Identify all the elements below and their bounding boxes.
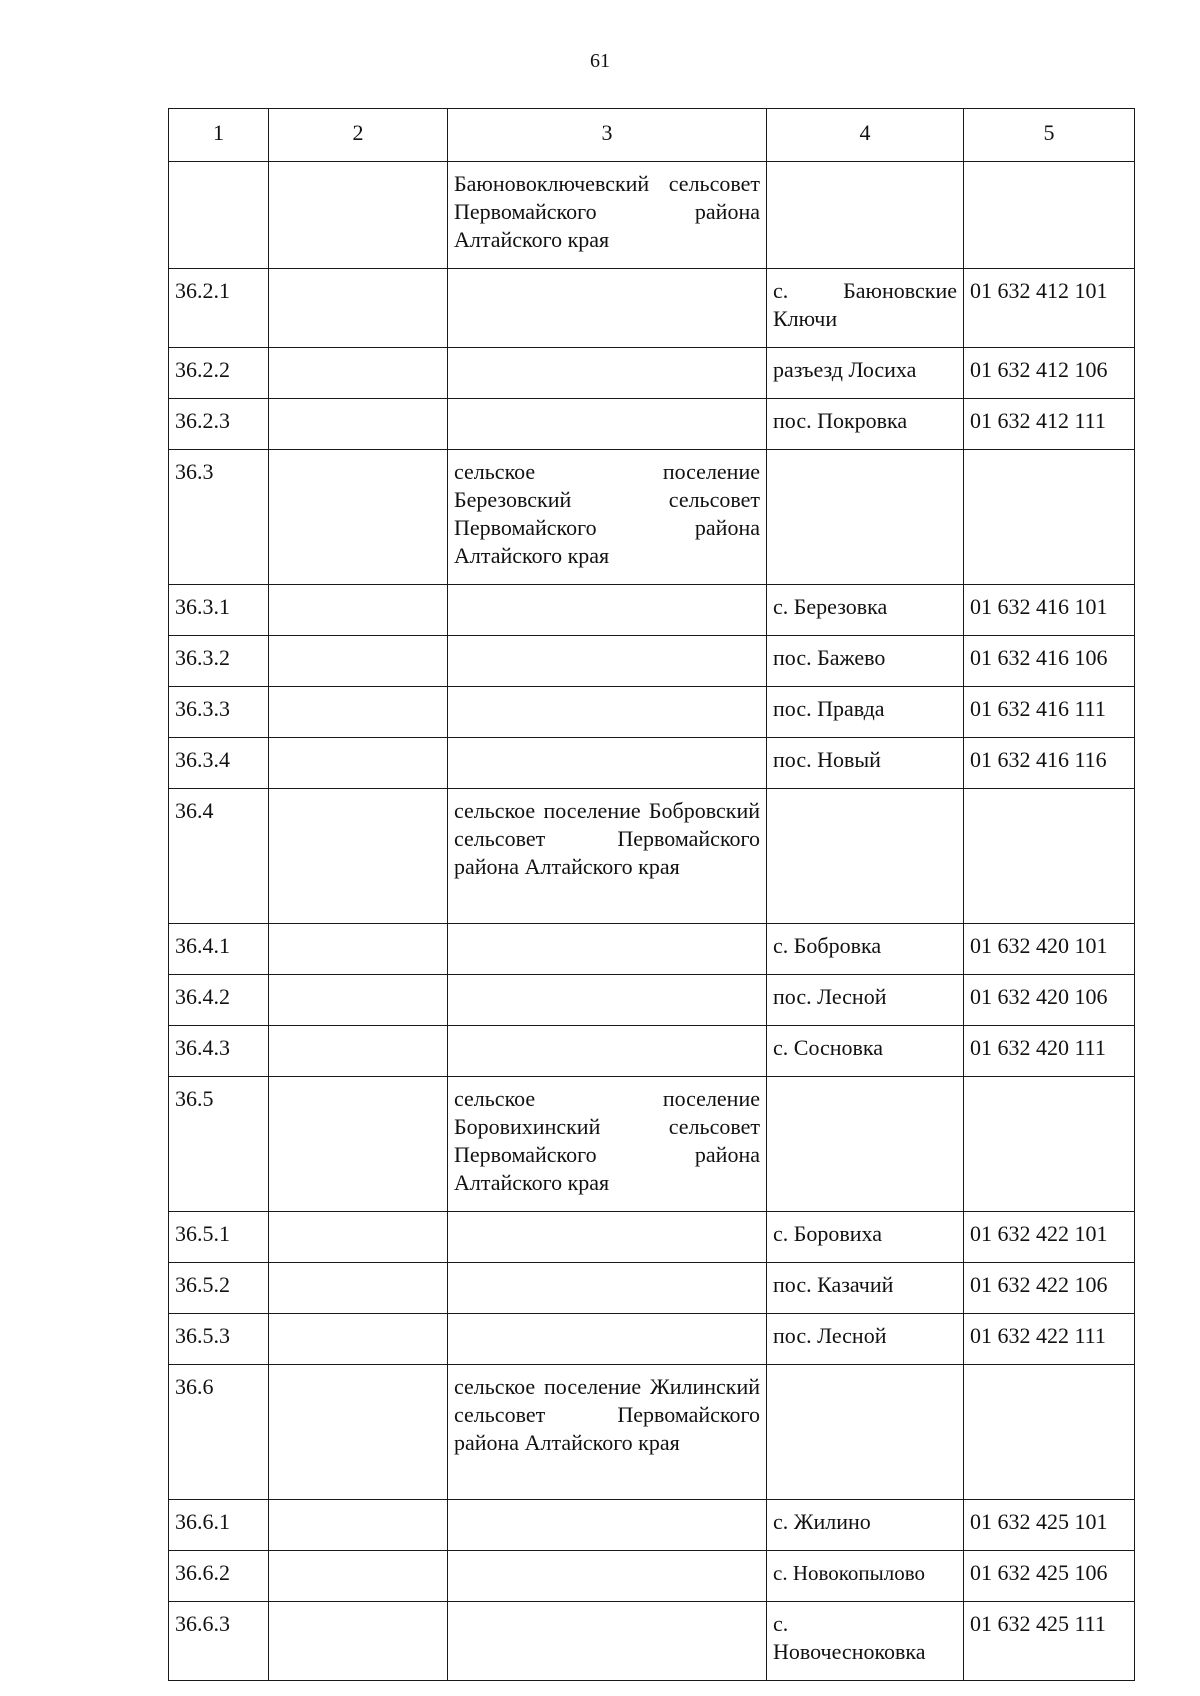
settlement-name: разъезд Лосиха [767, 348, 964, 399]
page-number: 61 [590, 50, 610, 72]
municipality-name [448, 687, 767, 738]
municipality-name [448, 1551, 767, 1602]
row-number [169, 162, 269, 269]
settlement-name: с. Боровиха [767, 1212, 964, 1263]
table-row [169, 1500, 1135, 1551]
table-row [169, 636, 1135, 687]
row-number: 36.5.1 [169, 1212, 269, 1263]
row-number: 36.3 [169, 450, 269, 585]
column-header-1: 1 [169, 109, 269, 162]
header-row [169, 109, 1135, 162]
column-header-5: 5 [964, 109, 1135, 162]
row-col2 [269, 687, 448, 738]
municipality-name: сельское поселение Жилинский сельсовет Первомайского района Алтайского края [448, 1365, 767, 1500]
row-col2 [269, 1314, 448, 1365]
municipality-name [448, 399, 767, 450]
oktmo-code: 01 632 425 111 [964, 1602, 1135, 1681]
row-number: 36.3.2 [169, 636, 269, 687]
column-header-3: 3 [448, 109, 767, 162]
municipality-name [448, 269, 767, 348]
table-row [169, 399, 1135, 450]
municipality-name [448, 975, 767, 1026]
table-row [169, 1314, 1135, 1365]
settlement-name [767, 1077, 964, 1212]
table-header [169, 109, 1135, 162]
territory-registry-table [168, 108, 1135, 1681]
settlement-name: с. Сосновка [767, 1026, 964, 1077]
row-col2 [269, 789, 448, 924]
row-col2 [269, 738, 448, 789]
row-col2 [269, 1212, 448, 1263]
settlement-name: пос. Лесной [767, 1314, 964, 1365]
settlement-name: пос. Новый [767, 738, 964, 789]
row-number: 36.4 [169, 789, 269, 924]
municipality-name [448, 348, 767, 399]
municipality-name [448, 924, 767, 975]
table-row [169, 1026, 1135, 1077]
row-number: 36.4.3 [169, 1026, 269, 1077]
row-number: 36.2.1 [169, 269, 269, 348]
oktmo-code [964, 789, 1135, 924]
settlement-name: пос. Покровка [767, 399, 964, 450]
column-header-4: 4 [767, 109, 964, 162]
row-col2 [269, 348, 448, 399]
oktmo-code: 01 632 422 106 [964, 1263, 1135, 1314]
table-row [169, 162, 1135, 269]
settlement-name: пос. Бажево [767, 636, 964, 687]
settlement-name: с. Новочесноковка [767, 1602, 964, 1681]
table-row [169, 924, 1135, 975]
table-row [169, 1551, 1135, 1602]
municipality-name [448, 1500, 767, 1551]
table-row [169, 269, 1135, 348]
row-col2 [269, 162, 448, 269]
settlement-name [767, 1365, 964, 1500]
row-number: 36.3.1 [169, 585, 269, 636]
row-col2 [269, 1077, 448, 1212]
oktmo-code: 01 632 425 101 [964, 1500, 1135, 1551]
municipality-name: сельское поселение Боровихинский сельсовет Первомайского района Алтайского края [448, 1077, 767, 1212]
table-row [169, 1263, 1135, 1314]
oktmo-code: 01 632 416 106 [964, 636, 1135, 687]
table-row [169, 687, 1135, 738]
row-col2 [269, 636, 448, 687]
row-number: 36.2.3 [169, 399, 269, 450]
oktmo-code [964, 162, 1135, 269]
oktmo-code: 01 632 420 106 [964, 975, 1135, 1026]
table-row [169, 348, 1135, 399]
row-number: 36.4.2 [169, 975, 269, 1026]
row-number: 36.4.1 [169, 924, 269, 975]
row-number: 36.3.3 [169, 687, 269, 738]
row-col2 [269, 269, 448, 348]
settlement-name: с. Новокопылово [767, 1551, 964, 1602]
row-number: 36.2.2 [169, 348, 269, 399]
row-col2 [269, 1500, 448, 1551]
column-header-2: 2 [269, 109, 448, 162]
row-number: 36.6.3 [169, 1602, 269, 1681]
row-number: 36.5.2 [169, 1263, 269, 1314]
row-col2 [269, 1263, 448, 1314]
row-col2 [269, 924, 448, 975]
table-body [169, 162, 1135, 1681]
settlement-name [767, 162, 964, 269]
oktmo-code: 01 632 420 111 [964, 1026, 1135, 1077]
municipality-name [448, 738, 767, 789]
settlement-name: с. Баюновские Ключи [767, 269, 964, 348]
oktmo-code: 01 632 422 111 [964, 1314, 1135, 1365]
oktmo-code: 01 632 416 111 [964, 687, 1135, 738]
municipality-name [448, 585, 767, 636]
table-row [169, 1365, 1135, 1500]
settlement-name [767, 789, 964, 924]
row-number: 36.5 [169, 1077, 269, 1212]
settlement-name: с. Березовка [767, 585, 964, 636]
oktmo-code: 01 632 422 101 [964, 1212, 1135, 1263]
municipality-name [448, 1314, 767, 1365]
municipality-name [448, 636, 767, 687]
settlement-name: пос. Казачий [767, 1263, 964, 1314]
oktmo-code [964, 450, 1135, 585]
oktmo-code: 01 632 416 116 [964, 738, 1135, 789]
table-row [169, 450, 1135, 585]
table-row [169, 975, 1135, 1026]
municipality-name: Баюновоключевский сельсовет Первомайского района Алтайского края [448, 162, 767, 269]
oktmo-code: 01 632 412 101 [964, 269, 1135, 348]
settlement-name: с. Жилино [767, 1500, 964, 1551]
row-col2 [269, 450, 448, 585]
municipality-name [448, 1263, 767, 1314]
row-col2 [269, 1026, 448, 1077]
row-col2 [269, 1551, 448, 1602]
settlement-name [767, 450, 964, 585]
oktmo-code: 01 632 412 106 [964, 348, 1135, 399]
row-number: 36.3.4 [169, 738, 269, 789]
row-col2 [269, 585, 448, 636]
oktmo-code: 01 632 412 111 [964, 399, 1135, 450]
municipality-name [448, 1602, 767, 1681]
row-number: 36.5.3 [169, 1314, 269, 1365]
row-col2 [269, 1602, 448, 1681]
row-number: 36.6.2 [169, 1551, 269, 1602]
municipality-name: сельское поселение Березовский сельсовет Первомайского района Алтайского края [448, 450, 767, 585]
row-col2 [269, 399, 448, 450]
municipality-name: сельское поселение Бобровский сельсовет Первомайского района Алтайского края [448, 789, 767, 924]
table-row [169, 738, 1135, 789]
row-col2 [269, 975, 448, 1026]
table-row [169, 1077, 1135, 1212]
oktmo-code [964, 1365, 1135, 1500]
settlement-name: пос. Правда [767, 687, 964, 738]
settlement-name: с. Бобровка [767, 924, 964, 975]
oktmo-code: 01 632 425 106 [964, 1551, 1135, 1602]
oktmo-code [964, 1077, 1135, 1212]
table-row [169, 1602, 1135, 1681]
oktmo-code: 01 632 420 101 [964, 924, 1135, 975]
table-row [169, 1212, 1135, 1263]
settlement-name: пос. Лесной [767, 975, 964, 1026]
table-row [169, 789, 1135, 924]
row-col2 [269, 1365, 448, 1500]
row-number: 36.6 [169, 1365, 269, 1500]
municipality-name [448, 1212, 767, 1263]
oktmo-code: 01 632 416 101 [964, 585, 1135, 636]
table-row [169, 585, 1135, 636]
row-number: 36.6.1 [169, 1500, 269, 1551]
municipality-name [448, 1026, 767, 1077]
